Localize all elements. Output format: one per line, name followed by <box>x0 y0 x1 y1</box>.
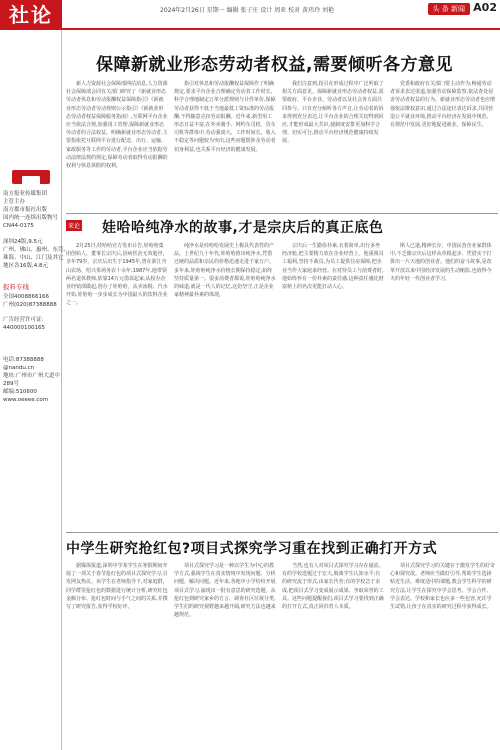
sidebar-line: 440000100165 <box>3 325 45 331</box>
sidebar-line: 深圳24版,9.5元 <box>3 239 43 245</box>
article-3-column <box>390 562 496 746</box>
sidebar-line: 广告经营许可证: <box>3 317 44 323</box>
article-paragraph: 当然,也有人对项目式探究学习存在疑虑。有的学校选题过于宏大,脱离学生认知水平;有的研究流于形式,由家长代劳;有的学校急于求成,把项目式学习变成展示成果、争取荣誉的工具。这些问题提醒我们,项目式学习要找到正确的打开方式,真正回归育人本质。 <box>282 563 384 611</box>
publisher-info <box>3 190 59 230</box>
article-paragraph: 新人力资源社会保障部网站消息,人力资源社会保障部会同有关部门研究了《新就业形态劳动者休息和劳动报酬权益保障指引》《新就业形态劳动者劳动规则公示指引》《新就业形态劳动者权益保障服务指南》,互联网平台企业应当依法合规,加强用工管理,保障新就业形态劳动者的合法权益。明确新就业形态劳动者,主要指依托互联网平台进行配送、出行、运输、家政服务等工作的劳动者,平台企业应当依据劳动法律法规的规定,保障劳动者取得劳动报酬的权利与休息休假的权利。 <box>66 81 168 170</box>
article-2-column <box>390 242 496 542</box>
sidebar-line: 南方报业传媒集团 <box>3 191 48 197</box>
article-paragraph: 2月25日,娃哈哈官方发布讣告,娃哈哈集团创始人、董事长宗庆后,因病医治无效逝世,享年79岁。宗庆后出生于1945年,曾在浙江舟山农场、绍兴茶场务农十余年,1987年,他带领两名退休教师,依靠14万元借款起家,从校办企业经销部做起,创办了娃哈哈。从卖冰棍、汽水开始,娃哈哈一步步成长为中国最大的饮料企业之一。 <box>66 243 168 307</box>
article-3-column <box>282 562 384 746</box>
article-3-column <box>174 562 276 746</box>
page-header <box>0 0 500 30</box>
issue-meta: 2024年2月26日 星期一 编辑 张子庄 设计 周亚 校对 黄玮玲 刘艳 <box>160 7 334 14</box>
article-paragraph: 项目式探究学习的关键在于激发学生的好奇心和探究欲。老师应当做好引导,帮助学生选择贴近生活、难度适中的课题,教会学生科学的研究方法,让学生在探究中学会思考、学会合作、学会表达。学校和家长也应多一些包容,允许学生试错,让孩子在真实的研究过程中获得成长。 <box>390 563 496 611</box>
article-paragraph: 纯净水是娃哈哈发展史上极具代表性的产品。上世纪九十年代,娃哈哈推出纯净水,凭借过硬的品质和亲民的价格迅速走进千家万户。多年来,娃哈哈纯净水价格长期保持稳定,始终坚持质量第一。很多消费者都说,娃哈哈纯净水的味道,就是一代人的记忆,这份坚守,正是企业家精神最朴素的体现。 <box>174 243 276 299</box>
page-number: A02 <box>473 1 497 14</box>
sidebar-line: www.oeeee.com <box>3 397 49 403</box>
newspaper-logo-mark-icon <box>22 176 40 188</box>
sidebar-line: 289号 <box>3 381 19 387</box>
ad-license-info <box>3 316 59 332</box>
sidebar-line: CN44-0175 <box>3 223 34 229</box>
article-1-column <box>390 80 496 210</box>
article-paragraph: 党委和政府有关部门要主动作为,畅通劳动者诉求表达渠道,加强劳动保障监察,依法查处侵害劳动者权益的行为。新就业形态劳动者也应增强依法维权意识,通过合法途径表达诉求,共同营造公平就业环境,推动平台经济在发展中规范、在规范中发展,更好地促进就业、保障民生。 <box>390 81 496 129</box>
edition-badge: 头 条 新闻 <box>428 3 470 15</box>
article-2-column <box>174 242 276 542</box>
article-paragraph: 指引对休息和劳动报酬权益保障作了明确规定,要求平台企业合理确定劳动者工作时长,科学合理地制定订单分派规则与计件单价,保障劳动者获得不低于当地最低工资标准的劳动报酬,不得随意克扣劳动报酬。近年来,新型用工形态日益丰富,在外卖骑手、网约车司机、货车司机等群体中,劳动强度大、工作时间长、收入不稳定等问题较为突出,这些问题既涉及劳动者切身利益,也关系平台经济的健康发展。 <box>174 81 276 153</box>
sidebar-line: 广州(020)87388888 <box>3 302 57 308</box>
article-2-tag: 来论 <box>66 220 82 231</box>
article-paragraph: 据媒体报道,深圳中学某学生在寒假期间开展了一项关于春节抢红包的项目式探究学习,引发网友热议。该学生在老师指导下,对家庭群、同学群里抢红包的数据进行统计分析,研究红包金额分布、抢红包时间与手气之间的关系,并撰写了研究报告,获得学校好评。 <box>66 563 168 611</box>
address-info <box>3 356 59 404</box>
sidebar-line: 南方都市报社出版 <box>3 207 48 213</box>
divider <box>66 213 498 214</box>
article-paragraph: 宗庆后一生勤俭朴素,衣着简单,出行多坐经济舱,把主要精力放在企业经营上。他重视员工福利,坚持不裁员,为员工提供住房保障,把企业当作大家庭来经营。在对待员工与消费者时,他始终怀有一份朴素的责任感,这种责任感比财富榜上的名次更能打动人心。 <box>282 243 384 291</box>
article-2-column <box>282 242 384 542</box>
sidebar-line: 珠海、中山、江门及其它 <box>3 255 64 261</box>
article-1-column <box>66 80 168 210</box>
article-3-column <box>66 562 168 746</box>
price-info <box>3 238 70 270</box>
article-paragraph: 项目式探究学习是一种以学生为中心的教学方式,强调学生在真实情境中发现问题、分析问题、解决问题。近年来,各地中小学纷纷开展项目式学习,涌现出一批有意思的研究选题。从抢红包到研究家乡的方言、调查社区垃圾分类,学生们的研究视野越来越开阔,研究方法也越来越规范。 <box>174 563 276 619</box>
article-1-column <box>282 80 384 210</box>
sidebar-line: 电话:87388888 <box>3 357 44 363</box>
article-1-column <box>174 80 276 210</box>
article-2-column <box>66 242 168 542</box>
article-3-headline: 中学生研究抢红包?项目式探究学习重在找到正确打开方式 <box>66 541 438 557</box>
article-2-headline: 娃哈哈纯净水的故事,才是宗庆后的真正底色 <box>102 220 384 236</box>
hotline-label: 报料专线 <box>3 283 29 291</box>
section-title: 社论 <box>0 0 62 30</box>
article-paragraph: 斯人已逝,精神长存。中国民营企业家群体中,不乏像宗庆后这样从草根起步、凭借实干打拼出一片天地的创业者。他们的奋斗故事,是改革开放以来中国经济发展的生动缩影,也值得今天的年轻一代创业者学习。 <box>390 243 492 282</box>
left-sidebar <box>0 30 70 750</box>
sidebar-line: 地址:广州市广州大道中 <box>3 373 60 379</box>
article-paragraph: 我们注意到,指引在形成过程中广泛听取了相关方面意见。保障新就业形态劳动者权益,需要政府、平台企业、劳动者以及社会各方面共同参与。只有充分倾听各方声音,让劳动者的诉求得到充分表达,让平台企业的合理关切得到回应,才能形成最大共识,使制度安排更加科学合理、切实可行,推动平台经济规范健康持续发展。 <box>282 81 384 145</box>
main-content <box>66 32 498 748</box>
sidebar-line: 主管主办 <box>3 199 26 205</box>
hotline-info <box>3 293 59 309</box>
sidebar-line: @nandu.cn <box>3 365 35 371</box>
header-rule <box>62 28 500 30</box>
article-1-headline: 保障新就业形态劳动者权益,需要倾听各方意见 <box>96 55 453 75</box>
sidebar-line: 广州、佛山、惠州、东莞、 <box>3 247 70 253</box>
divider <box>66 532 498 533</box>
sidebar-line: 国内统一连续出版物号 <box>3 215 59 221</box>
sidebar-line: 邮编:510600 <box>3 389 37 395</box>
sidebar-line: 全国4008866166 <box>3 294 49 300</box>
sidebar-line: 地区各16版,4.8元 <box>3 263 48 269</box>
